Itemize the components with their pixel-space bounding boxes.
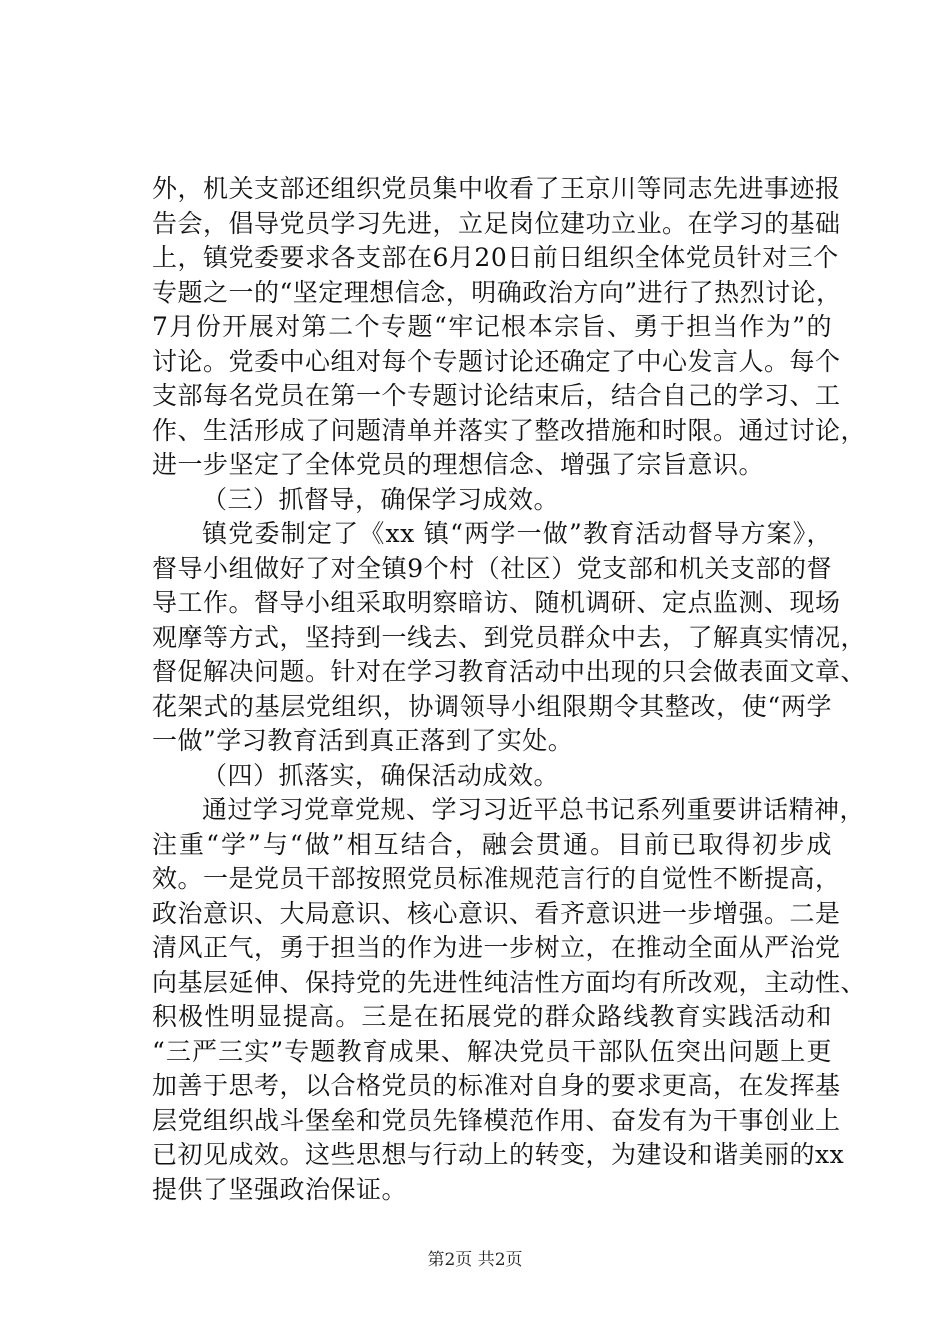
text-line: 7月份开展对第二个专题“牢记根本宗旨、勇于担当作为”的: [152, 312, 832, 341]
paragraph: [152, 793, 867, 1207]
document-body: [152, 172, 867, 1207]
text-line: 专题之一的“坚定理想信念，明确政治方向”进行了热烈讨论，: [152, 277, 842, 307]
text-line: 花架式的基层党组织，协调领导小组限期令其整改，使“两学: [152, 691, 832, 721]
page-number: 第2页 共2页: [427, 1250, 523, 1270]
text-line: 督导小组做好了对全镇9个村（社区）党支部和机关支部的督: [152, 553, 832, 583]
text-line: 清风正气，勇于担当的作为进一步树立，在推动全面从严治党: [152, 933, 841, 962]
text-line: 镇党委制定了《xx 镇“两学一做”教育活动督导方案》，: [202, 519, 832, 548]
text-line: 进一步坚定了全体党员的理想信念、增强了宗旨意识。: [152, 450, 765, 479]
text-line: 外，机关支部还组织党员集中收看了王京川等同志先进事迹报: [152, 174, 841, 203]
text-line: 提供了坚强政治保证。: [152, 1174, 408, 1204]
text-line: 加善于思考，以合格党员的标准对自身的要求更高，在发挥基: [152, 1071, 841, 1100]
text-line: 一做”学习教育活到真正落到了实处。: [152, 726, 574, 755]
page-footer: [0, 1245, 950, 1270]
text-line: 层党组织战斗堡垒和党员先锋模范作用、奋发有为干事创业上: [152, 1105, 841, 1135]
text-line: 讨论。党委中心组对每个专题讨论还确定了中心发言人。每个: [152, 346, 841, 376]
text-line: 支部每名党员在第一个专题讨论结束后，结合自己的学习、工: [152, 381, 841, 410]
text-line: 观摩等方式，坚持到一线去、到党员群众中去，了解真实情况，: [152, 622, 867, 652]
text-line: 督促解决问题。针对在学习教育活动中出现的只会做表面文章、: [152, 657, 867, 686]
text-line: 作、生活形成了问题清单并落实了整改措施和时限。通过讨论，: [152, 415, 867, 445]
paragraph: [152, 483, 832, 518]
text-line: 效。一是党员干部按照党员标准规范言行的自觉性不断提高，: [152, 864, 841, 893]
text-line: （三）抓督导，确保学习成效。: [202, 484, 560, 514]
text-line: 导工作。督导小组采取明察暗访、随机调研、定点监测、现场: [152, 588, 841, 617]
text-line: “三严三实”专题教育成果、解决党员干部队伍突出问题上更: [152, 1036, 832, 1066]
text-line: 告会，倡导党员学习先进，立足岗位建功立业。在学习的基础: [152, 208, 841, 238]
paragraph: [152, 759, 832, 794]
paragraph: [152, 172, 867, 483]
text-line: 注重“学”与“做”相互结合，融会贯通。目前已取得初步成: [152, 829, 832, 859]
text-line: 积极性明显提高。三是在拓展党的群众路线教育实践活动和: [152, 1002, 832, 1031]
paragraph: [152, 517, 867, 759]
text-line: 向基层延伸、保持党的先进性纯洁性方面均有所改观，主动性、: [152, 967, 867, 997]
text-line: 上，镇党委要求各支部在6月20日前日组织全体党员针对三个: [152, 243, 839, 272]
text-line: 政治意识、大局意识、核心意识、看齐意识进一步增强。二是: [152, 898, 841, 928]
text-line: 已初见成效。这些思想与行动上的转变，为建设和谐美丽的xx: [152, 1140, 845, 1169]
text-line: 通过学习党章党规、学习习近平总书记系列重要讲话精神，: [202, 795, 866, 824]
text-line: （四）抓落实，确保活动成效。: [202, 760, 560, 790]
